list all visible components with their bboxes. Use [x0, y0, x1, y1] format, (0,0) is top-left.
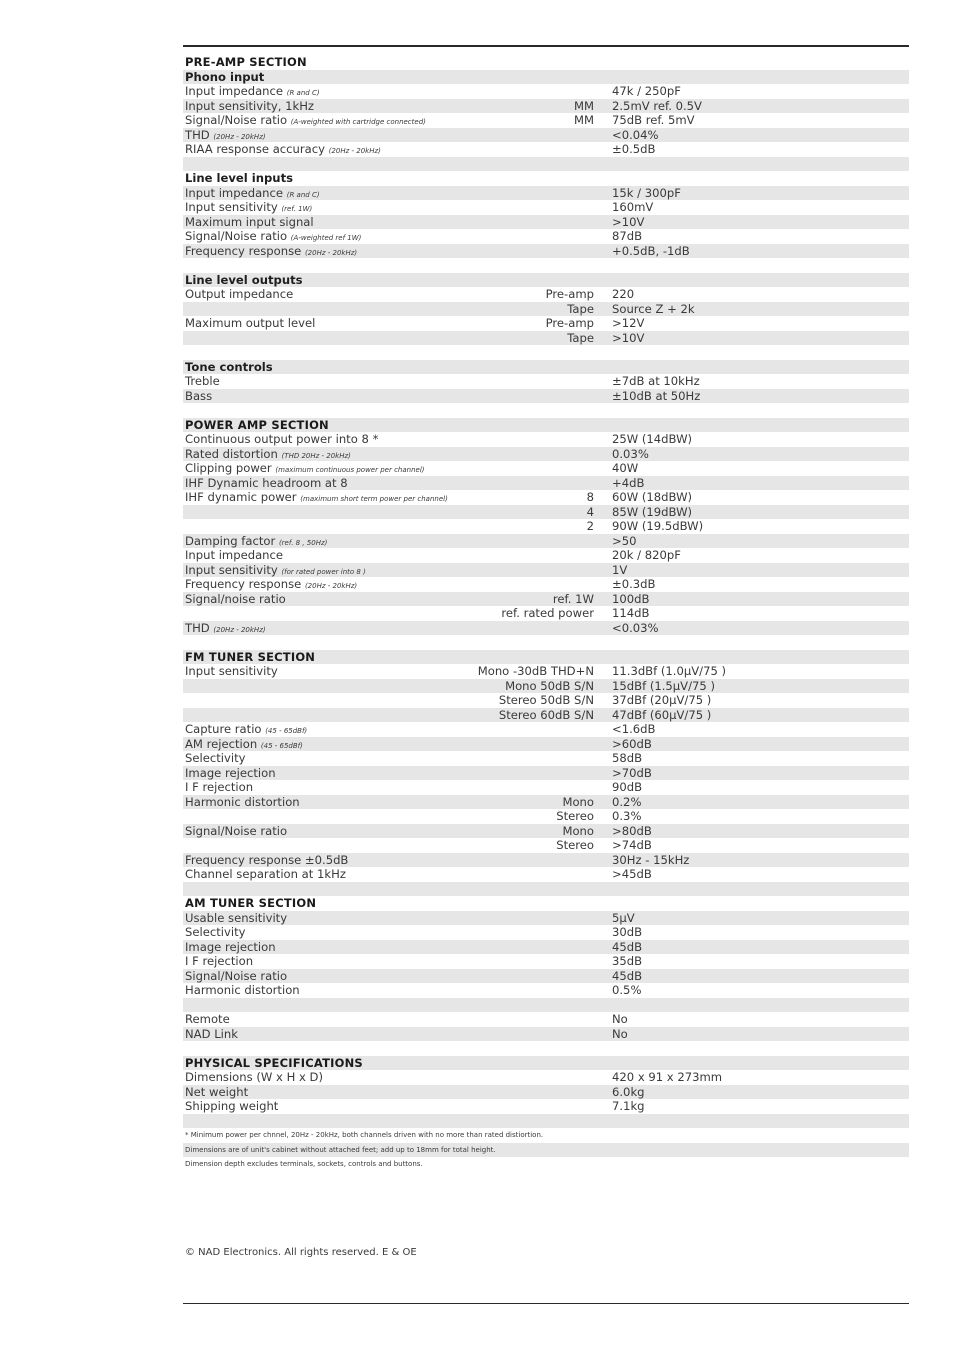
- spec-label-text: Capture ratio: [185, 722, 262, 736]
- spec-value: 87dB: [612, 229, 643, 243]
- spec-label: [185, 273, 303, 288]
- spec-label-text: POWER AMP SECTION: [185, 417, 329, 432]
- spec-qualifier: ref. rated power: [501, 606, 594, 620]
- spec-label: [185, 1143, 496, 1158]
- spec-value: >70dB: [612, 765, 652, 780]
- spec-value: 220: [612, 287, 635, 301]
- spec-qualifier: ref. 1W: [552, 591, 594, 606]
- spec-label-text: Frequency response: [185, 243, 302, 258]
- spec-value: 58dB: [612, 751, 643, 765]
- spec-note: (A-weighted with cartridge connected): [290, 118, 426, 126]
- spec-label-text: Remote: [185, 1012, 230, 1026]
- spec-label: [185, 867, 346, 882]
- spec-label: [185, 432, 378, 447]
- spec-label: [185, 969, 287, 984]
- copyright-notice: © NAD Electronics. All rights reserved. E & OE: [185, 1247, 417, 1258]
- spec-note: (for rated power into 8 ): [281, 567, 366, 576]
- footnote: [183, 1157, 909, 1172]
- spec-label: [185, 55, 307, 70]
- spec-qualifier: Pre-amp: [545, 316, 594, 330]
- spec-label: [185, 1027, 238, 1042]
- spec-qualifier: Stereo: [556, 809, 594, 823]
- spec-label: [185, 896, 316, 911]
- spec-label: [185, 650, 315, 665]
- spec-qualifier: Pre-amp: [545, 287, 594, 301]
- spec-value: 40W: [612, 461, 639, 475]
- spec-row: [183, 490, 909, 505]
- spacer-row: [183, 403, 909, 418]
- spec-label: [185, 954, 253, 969]
- spec-value: 30dB: [612, 925, 643, 939]
- footnote: [183, 1143, 909, 1158]
- spec-label-text: THD: [185, 127, 210, 142]
- spec-label-text: IHF Dynamic headroom at 8: [185, 475, 348, 490]
- spec-label-text: Rated distortion: [185, 446, 278, 461]
- spec-row: [183, 84, 909, 99]
- spec-label: [185, 766, 276, 781]
- spec-label-text: AM rejection: [185, 736, 258, 751]
- spec-value: ±10dB at 50Hz: [612, 388, 701, 403]
- spec-value: 47k / 250pF: [612, 84, 681, 98]
- spec-row: [183, 331, 909, 346]
- spec-label-text: Phono input: [185, 69, 265, 84]
- spec-label-text: Signal/Noise ratio: [185, 968, 288, 983]
- spec-qualifier: Mono: [562, 794, 594, 809]
- spec-value: 85W (19dBW): [612, 504, 693, 519]
- spec-label-text: Selectivity: [185, 751, 246, 765]
- spec-value: >12V: [612, 316, 645, 330]
- spec-note: (A-weighted ref 1W): [290, 234, 362, 242]
- spec-label: [185, 360, 273, 375]
- spec-label-text: Input sensitivity, 1kHz: [185, 98, 315, 113]
- spec-row: [183, 693, 909, 708]
- spec-value: 37dBf (20µV/75 ): [612, 693, 712, 707]
- spec-label-text: * Minimum power per chnnel, 20Hz - 20kHz, both channels driven with no more than rated distiortion.: [185, 1131, 544, 1139]
- spacer-row: [183, 157, 909, 172]
- spec-value: 420 x 91 x 273mm: [612, 1070, 723, 1084]
- spec-row: [183, 708, 909, 723]
- spec-row: [183, 563, 909, 578]
- spec-qualifier: Mono -30dB THD+N: [477, 664, 594, 678]
- spec-qualifier: Tape: [567, 301, 594, 316]
- spec-row: [183, 1085, 909, 1100]
- spec-label-text: Dimensions are of unit's cabinet without attached feet; add up to 18mm for total height.: [185, 1145, 496, 1154]
- spec-row: [183, 983, 909, 998]
- spec-row: [183, 592, 909, 607]
- spec-label-text: Input impedance: [185, 548, 284, 562]
- spec-row: [183, 925, 909, 940]
- spec-label-text: Bass: [185, 388, 213, 403]
- spec-row: [183, 621, 909, 636]
- spec-label-text: Input impedance: [185, 84, 284, 98]
- spec-label-text: Frequency response ±0.5dB: [185, 852, 349, 867]
- spec-value: 75dB ref. 5mV: [612, 113, 695, 127]
- spec-note: (20Hz - 20kHz): [304, 248, 358, 257]
- spec-label: [185, 476, 348, 491]
- spec-row: [183, 99, 909, 114]
- spec-value: ±7dB at 10kHz: [612, 374, 700, 388]
- spec-value: 20k / 820pF: [612, 548, 681, 562]
- spec-label-text: Dimensions (W x H x D): [185, 1070, 323, 1084]
- spec-row: [183, 751, 909, 766]
- group-heading: [183, 273, 909, 288]
- spec-label-text: IHF dynamic power: [185, 490, 297, 504]
- spec-value: 5µV: [612, 910, 635, 925]
- spec-qualifier: Mono: [562, 823, 594, 838]
- group-heading: [183, 171, 909, 186]
- spec-row: [183, 229, 909, 244]
- spec-row: [183, 867, 909, 882]
- spacer-row: [183, 882, 909, 897]
- spec-value: 45dB: [612, 939, 643, 954]
- spec-row: [183, 809, 909, 824]
- spec-label-text: Input sensitivity: [185, 200, 278, 214]
- spec-label: [185, 374, 220, 389]
- spec-row: [183, 577, 909, 592]
- spec-label: [185, 215, 314, 230]
- spec-label: [185, 1012, 230, 1027]
- spec-value: <1.6dB: [612, 722, 656, 736]
- spec-note: (ref. 1W): [281, 205, 313, 213]
- spec-qualifier: 8: [586, 490, 594, 504]
- spec-note: (45 - 65dBf): [260, 741, 303, 750]
- spec-note: (THD 20Hz - 20kHz): [281, 451, 351, 460]
- spec-value: 47dBf (60µV/75 ): [612, 707, 712, 722]
- spec-value: <0.03%: [612, 620, 659, 635]
- spec-row: [183, 389, 909, 404]
- spec-row: [183, 113, 909, 128]
- spec-value: 1V: [612, 562, 628, 577]
- spec-value: >80dB: [612, 823, 652, 838]
- spec-label: [185, 1128, 543, 1143]
- spec-value: 160mV: [612, 200, 654, 214]
- spec-label-text: I F rejection: [185, 780, 254, 794]
- spec-label-text: Output impedance: [185, 287, 294, 301]
- spec-label: [185, 1099, 278, 1114]
- spec-label: [185, 780, 253, 795]
- spec-value: 15k / 300pF: [612, 185, 681, 200]
- spec-row: [183, 534, 909, 549]
- spec-row: [183, 737, 909, 752]
- spec-label: [185, 1157, 423, 1172]
- spec-row: [183, 287, 909, 302]
- group-heading: [183, 360, 909, 375]
- spec-label-text: Image rejection: [185, 939, 276, 954]
- spec-value: 0.3%: [612, 809, 642, 823]
- spec-row: [183, 969, 909, 984]
- spacer-row: [183, 1114, 909, 1129]
- spec-note: (20Hz - 20kHz): [304, 582, 358, 590]
- spec-value: ±0.3dB: [612, 577, 656, 591]
- spec-label-text: Input impedance: [185, 185, 284, 200]
- spec-label-text: AM TUNER SECTION: [185, 896, 317, 910]
- spec-label-text: PRE-AMP SECTION: [185, 55, 307, 69]
- spec-value: 0.03%: [612, 446, 649, 461]
- spec-row: [183, 940, 909, 955]
- spec-qualifier: Stereo: [556, 838, 594, 852]
- section-heading: [183, 418, 909, 433]
- spec-value: 0.5%: [612, 983, 642, 997]
- spec-label: [185, 389, 212, 404]
- spec-row: [183, 244, 909, 259]
- spec-qualifier: 2: [586, 519, 594, 533]
- spec-label: [185, 171, 293, 186]
- spec-row: [183, 548, 909, 563]
- spec-label: [185, 287, 293, 302]
- spec-value: Source Z + 2k: [612, 301, 695, 316]
- spec-qualifier: MM: [573, 113, 594, 127]
- spec-row: [183, 1012, 909, 1027]
- spec-label: [185, 548, 283, 563]
- spec-label-text: PHYSICAL SPECIFICATIONS: [185, 1055, 363, 1070]
- spacer-row: [183, 345, 909, 360]
- spec-label: [185, 1056, 363, 1071]
- spec-label: [185, 824, 287, 839]
- spec-label: [185, 911, 287, 926]
- top-rule: [183, 45, 909, 47]
- spec-row: [183, 766, 909, 781]
- section-heading: [183, 650, 909, 665]
- spec-row: [183, 316, 909, 331]
- spec-row: [183, 780, 909, 795]
- spec-note: (ref. 8 , 50Hz): [278, 538, 328, 547]
- section-heading: [183, 55, 909, 70]
- spec-label-text: Image rejection: [185, 765, 276, 780]
- spacer-row: [183, 635, 909, 650]
- spec-qualifier: Mono 50dB S/N: [505, 678, 594, 693]
- spec-value: >10V: [612, 330, 645, 345]
- spec-value: 7.1kg: [612, 1099, 645, 1113]
- spec-label-text: THD: [185, 620, 210, 635]
- spec-row: [183, 911, 909, 926]
- spec-value: 11.3dBf (1.0µV/75 ): [612, 664, 727, 678]
- section-heading: [183, 896, 909, 911]
- spec-value: >74dB: [612, 838, 652, 852]
- spec-row: [183, 447, 909, 462]
- spec-row: [183, 954, 909, 969]
- spec-note: (R and C): [286, 190, 320, 199]
- spec-label: [185, 751, 245, 766]
- spec-label: [185, 925, 245, 940]
- spec-value: 45dB: [612, 968, 643, 983]
- spec-label-text: Signal/noise ratio: [185, 591, 286, 606]
- spec-row: [183, 519, 909, 534]
- spec-value: 35dB: [612, 954, 643, 968]
- spec-row: [183, 1070, 909, 1085]
- spec-label: [185, 664, 278, 679]
- spec-label-text: I F rejection: [185, 954, 254, 968]
- spec-row: [183, 853, 909, 868]
- spec-label: [185, 853, 348, 868]
- spec-row: [183, 679, 909, 694]
- spec-row: [183, 215, 909, 230]
- spec-label-text: Selectivity: [185, 925, 246, 939]
- spec-qualifier: Stereo 50dB S/N: [498, 693, 594, 707]
- spec-label-text: RIAA response accuracy: [185, 142, 325, 156]
- spec-label-text: Line level inputs: [185, 171, 294, 185]
- spec-row: [183, 461, 909, 476]
- spec-note: (20Hz - 20kHz): [213, 132, 266, 141]
- specifications-table: [183, 55, 909, 1172]
- spec-label-text: Input sensitivity: [185, 562, 278, 577]
- spec-value: 90dB: [612, 780, 643, 794]
- spec-label-text: Net weight: [185, 1084, 249, 1099]
- spec-value: >10V: [612, 214, 645, 229]
- spec-value: No: [612, 1026, 628, 1041]
- spec-row: [183, 200, 909, 215]
- spec-label-text: Signal/Noise ratio: [185, 229, 288, 243]
- spec-value: 6.0kg: [612, 1084, 645, 1099]
- spec-qualifier: 4: [586, 504, 594, 519]
- spec-note: (20Hz - 20kHz): [328, 147, 381, 155]
- spec-label-text: NAD Link: [185, 1026, 238, 1041]
- spec-value: 0.2%: [612, 794, 642, 809]
- spec-row: [183, 838, 909, 853]
- spec-label-text: Harmonic distortion: [185, 794, 300, 809]
- spec-qualifier: Stereo 60dB S/N: [498, 707, 594, 722]
- spec-label-text: Damping factor: [185, 533, 276, 548]
- spec-label-text: Line level outputs: [185, 272, 303, 287]
- spec-label-text: Maximum input signal: [185, 214, 314, 229]
- spec-value: 30Hz - 15kHz: [612, 852, 690, 867]
- spacer-row: [183, 258, 909, 273]
- spec-value: >50: [612, 533, 637, 548]
- spacer-row: [183, 998, 909, 1013]
- spec-label-text: Dimension depth excludes terminals, sockets, controls and buttons.: [185, 1160, 423, 1168]
- spec-label: [185, 1070, 323, 1085]
- spec-value: 90W (19.5dBW): [612, 519, 704, 533]
- spec-value: +4dB: [612, 475, 645, 490]
- spec-label: [185, 795, 300, 810]
- spec-label-text: Signal/Noise ratio: [185, 113, 288, 127]
- spec-label-text: Signal/Noise ratio: [185, 823, 288, 838]
- spec-label: [185, 940, 276, 955]
- spec-value: 100dB: [612, 591, 650, 606]
- spec-value: >45dB: [612, 867, 652, 881]
- spec-note: (maximum short term power per channel): [300, 495, 448, 503]
- bottom-rule: [183, 1303, 909, 1304]
- spec-value: +0.5dB, -1dB: [612, 243, 690, 258]
- spec-value: 114dB: [612, 606, 650, 620]
- spec-value: >60dB: [612, 736, 652, 751]
- spec-row: [183, 128, 909, 143]
- spec-label: [185, 99, 314, 114]
- spec-value: No: [612, 1012, 628, 1026]
- spec-label: [185, 592, 286, 607]
- spec-row: [183, 824, 909, 839]
- spec-row: [183, 476, 909, 491]
- spec-label-text: Shipping weight: [185, 1099, 279, 1113]
- spec-label-text: Tone controls: [185, 359, 273, 374]
- spec-value: 2.5mV ref. 0.5V: [612, 98, 702, 113]
- spec-label: [185, 418, 329, 433]
- spec-label: [185, 983, 300, 998]
- spec-value: 60W (18dBW): [612, 490, 693, 504]
- spec-label: [185, 316, 315, 331]
- spacer-row: [183, 1041, 909, 1056]
- spec-value: <0.04%: [612, 127, 659, 142]
- spec-label-text: Frequency response: [185, 577, 302, 591]
- spec-value: 25W (14dBW): [612, 432, 693, 446]
- spec-qualifier: MM: [573, 98, 594, 113]
- spec-note: (45 - 65dBf): [265, 727, 308, 735]
- spec-label-text: Maximum output level: [185, 316, 316, 330]
- spec-label-text: Channel separation at 1kHz: [185, 867, 346, 881]
- spec-row: [183, 795, 909, 810]
- spec-label-text: Harmonic distortion: [185, 983, 300, 997]
- spec-row: [183, 1099, 909, 1114]
- spec-note: (maximum continuous power per channel): [275, 466, 425, 474]
- spec-label: [185, 70, 264, 85]
- spec-value: 15dBf (1.5µV/75 ): [612, 678, 715, 693]
- spec-note: (20Hz - 20kHz): [213, 625, 266, 634]
- spec-note: (R and C): [286, 89, 320, 97]
- spec-qualifier: Tape: [567, 330, 594, 345]
- group-heading: [183, 70, 909, 85]
- spec-row: [183, 374, 909, 389]
- spec-row: [183, 664, 909, 679]
- spec-label-text: Input sensitivity: [185, 664, 278, 678]
- spec-value: ±0.5dB: [612, 142, 656, 156]
- spec-row: [183, 302, 909, 317]
- spec-row: [183, 1027, 909, 1042]
- spec-label-text: Continuous output power into 8 *: [185, 432, 379, 446]
- spec-row: [183, 432, 909, 447]
- spec-row: [183, 142, 909, 157]
- spec-label-text: FM TUNER SECTION: [185, 649, 316, 664]
- spec-row: [183, 505, 909, 520]
- footnote: [183, 1128, 909, 1143]
- spec-label-text: Treble: [185, 374, 220, 388]
- spec-row: [183, 186, 909, 201]
- spec-label-text: Usable sensitivity: [185, 910, 288, 925]
- spec-row: [183, 722, 909, 737]
- spec-row: [183, 606, 909, 621]
- section-heading: [183, 1056, 909, 1071]
- spec-label-text: Clipping power: [185, 461, 272, 475]
- spec-label: [185, 1085, 248, 1100]
